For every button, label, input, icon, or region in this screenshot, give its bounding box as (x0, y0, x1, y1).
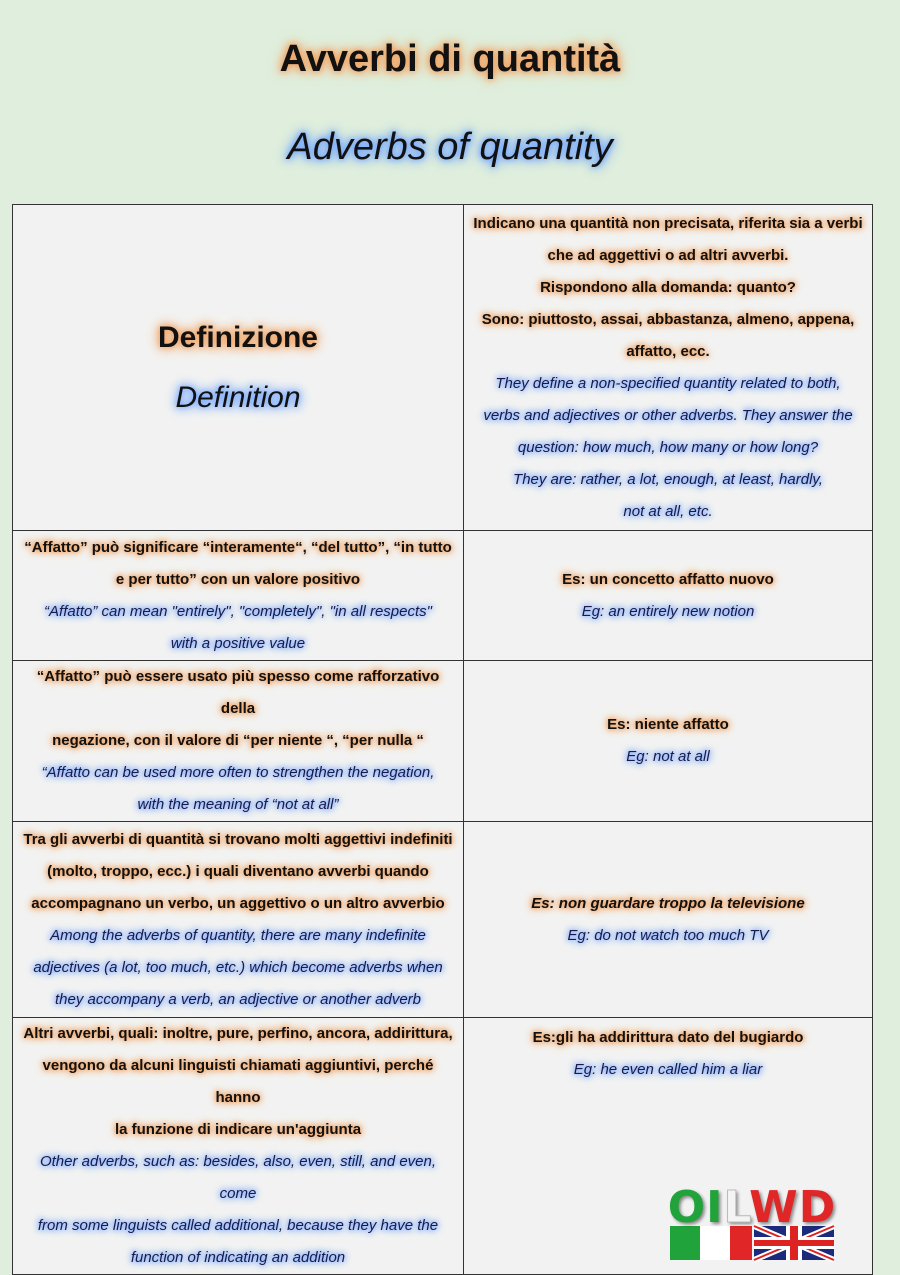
rule-line-it: “Affatto” può significare “interamente“, “del tutto”, “in tutto (24, 538, 452, 556)
rule-line-it: e per tutto” con un valore positivo (115, 570, 361, 588)
table-row (13, 661, 873, 822)
example-en: Eg: do not watch too much TV (567, 926, 769, 944)
definition-line-it: che ad aggettivi o ad altri avverbi. (547, 246, 789, 264)
rule-line-it: accompagnano un verbo, un aggettivo o un altro avverbio (31, 894, 445, 912)
oilwd-logo (662, 1178, 842, 1266)
rule-line-it: “Affatto” può essere usato più spesso come rafforzativo della (36, 668, 440, 717)
definition-line-en: They define a non-specified quantity related to both, (495, 374, 841, 392)
definition-line-en: verbs and adjectives or other adverbs. They answer the (483, 406, 853, 424)
rule-cell (13, 661, 464, 822)
example-en: Eg: an entirely new notion (581, 602, 755, 620)
rule-line-en: with the meaning of “not at all” (137, 796, 339, 813)
rule-line-en: function of indicating an addition (130, 1249, 346, 1266)
rule-line-en: Other adverbs, such as: besides, also, even, still, and even, come (39, 1153, 437, 1202)
rule-line-en: from some linguists called additional, because they have the (37, 1217, 439, 1234)
definition-line-en: question: how much, how many or how long? (517, 438, 819, 456)
example-it: Es: niente affatto (607, 716, 729, 733)
rule-line-en: adjectives (a lot, too much, etc.) which become adverbs when (33, 958, 443, 976)
table-row (13, 531, 873, 661)
rule-line-it: negazione, con il valore di “per niente “, “per nulla “ (52, 732, 424, 749)
definition-label-cell (13, 205, 464, 531)
rule-line-en: “Affatto” can mean "entirely", "completely", "in all respects" (44, 602, 432, 620)
example-it: Es: non guardare troppo la televisione (531, 894, 805, 912)
rule-line-it: Altri avverbi, quali: inoltre, pure, perfino, ancora, addirittura, (23, 1025, 453, 1042)
rule-line-it: Tra gli avverbi di quantità si trovano molti aggettivi indefiniti (23, 830, 453, 848)
rule-line-en: “Affatto can be used more often to strengthen the negation, (41, 764, 435, 781)
rule-line-en: they accompany a verb, an adjective or another adverb (54, 990, 422, 1008)
definition-line-en: They are: rather, a lot, enough, at least, hardly, (513, 470, 823, 488)
adverbs-table (12, 204, 873, 1275)
example-it: Es:gli ha addirittura dato del bugiardo (532, 1029, 804, 1046)
rule-line-it: vengono da alcuni linguisti chiamati aggiuntivi, perché hanno (42, 1057, 434, 1106)
definition-line-it: Rispondono alla domanda: quanto? (540, 278, 796, 296)
page-title: Avverbi di quantità (279, 38, 621, 80)
rule-line-it: la funzione di indicare un'aggiunta (114, 1121, 362, 1138)
rule-cell (13, 822, 464, 1018)
example-it: Es: un concetto affatto nuovo (562, 570, 774, 588)
page-subtitle: Adverbs of quantity (287, 126, 613, 168)
example-cell (464, 661, 873, 822)
table-row (13, 822, 873, 1018)
logo-text: OILWD (667, 1182, 837, 1233)
definition-line-it: affatto, ecc. (626, 342, 710, 360)
example-en: Eg: he even called him a liar (573, 1061, 763, 1078)
definition-label-it: Definizione (157, 320, 318, 354)
table-row (13, 205, 873, 531)
example-cell (464, 822, 873, 1018)
rule-line-en: with a positive value (170, 634, 306, 652)
rule-cell (13, 1018, 464, 1275)
definition-text-cell (464, 205, 873, 531)
definition-line-it: Sono: piuttosto, assai, abbastanza, almeno, appena, (481, 310, 855, 328)
rule-cell (13, 531, 464, 661)
definition-label-en: Definition (175, 380, 301, 414)
rule-line-en: Among the adverbs of quantity, there are many indefinite (50, 926, 426, 944)
example-cell (464, 531, 873, 661)
rule-line-it: (molto, troppo, ecc.) i quali diventano avverbi quando (47, 862, 429, 880)
definition-line-it: Indicano una quantità non precisata, riferita sia a verbi (473, 214, 863, 232)
example-en: Eg: not at all (626, 748, 710, 765)
definition-line-en: not at all, etc. (623, 502, 713, 520)
